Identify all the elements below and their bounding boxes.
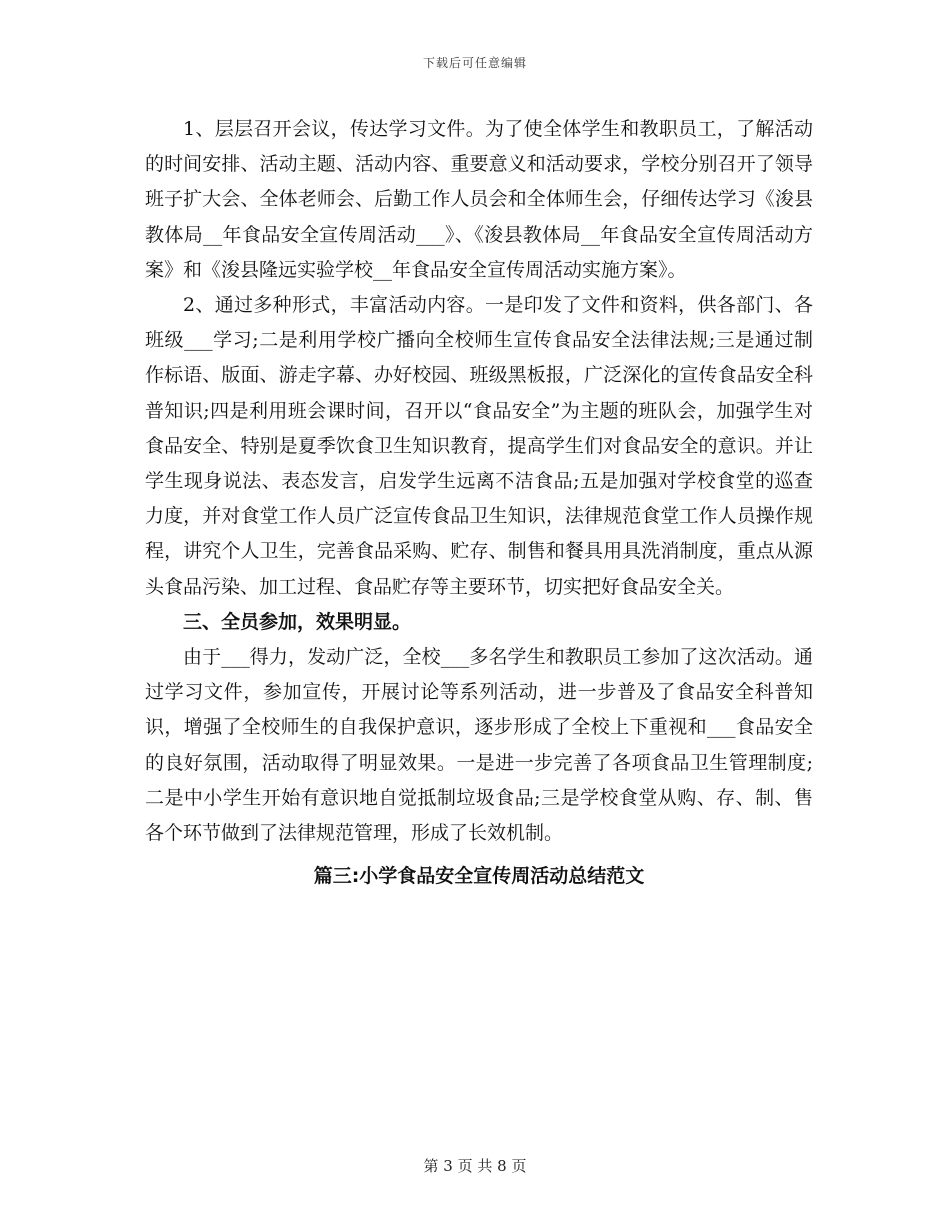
paragraph-meetings: 1、层层召开会议，传达学习文件。为了使全体学生和教职员工，了解活动的时间安排、活动主题、活动内容、重要意义和活动要求，学校分别召开了领导班子扩大会、全体老师会、后勤工作人员会和全体师生会，仔细传达学习《浚县教体局__年食品安全宣传周活动___》、《浚县教体局__年食品安全宣传周活动方案》和《浚县隆远实验学校__年食品安全宣传周活动实施方案》。: [145, 118, 813, 281]
paragraph-activities: 2、通过多种形式，丰富活动内容。一是印发了文件和资料，供各部门、各班级___学习;二是利用学校广播向全校师生宣传食品安全法律法规;三是通过制作标语、版面、游走字幕、办好校园、班级黑板报，广泛深化的宣传食品安全科普知识;四是利用班会课时间，召开以“食品安全”为主题的班队会，加强学生对食品安全、特别是夏季饮食卫生知识教育，提高学生们对食品安全的意识。并让学生现身说法、表态发言，启发学生远离不洁食品;五是加强对学校食堂的巡查力度，并对食堂工作人员广泛宣传食品卫生知识，法律规范食堂工作人员操作规程，讲究个人卫生，完善食品采购、贮存、制售和餐具用具洗消制度，重点从源头食品污染、加工过程、食品贮存等主要环节，切实把好食品安全关。: [145, 294, 813, 598]
chapter-title: 篇三:小学食品安全宣传周活动总结范文: [313, 865, 645, 888]
header-note: 下载后可任意编辑: [422, 56, 527, 70]
paragraph-results: 由于___得力，发动广泛，全校___多名学生和教职员工参加了这次活动。通过学习文件，参加宣传，开展讨论等系列活动，进一步普及了食品安全科普知识，增强了全校师生的自我保护意识，逐步形成了全校上下重视和___食品安全的良好氛围，活动取得了明显效果。一是进一步完善了各项食品卫生管理制度;二是中小学生开始有意识地自觉抵制垃圾食品;三是学校食堂从购、存、制、售各个环节做到了法律规范管理，形成了长效机制。: [145, 646, 813, 845]
document-body: [145, 112, 813, 894]
section-heading-three: 三、全员参加，效果明显。: [183, 610, 412, 633]
page-number: 第 3 页 共 8 页: [423, 1157, 527, 1175]
